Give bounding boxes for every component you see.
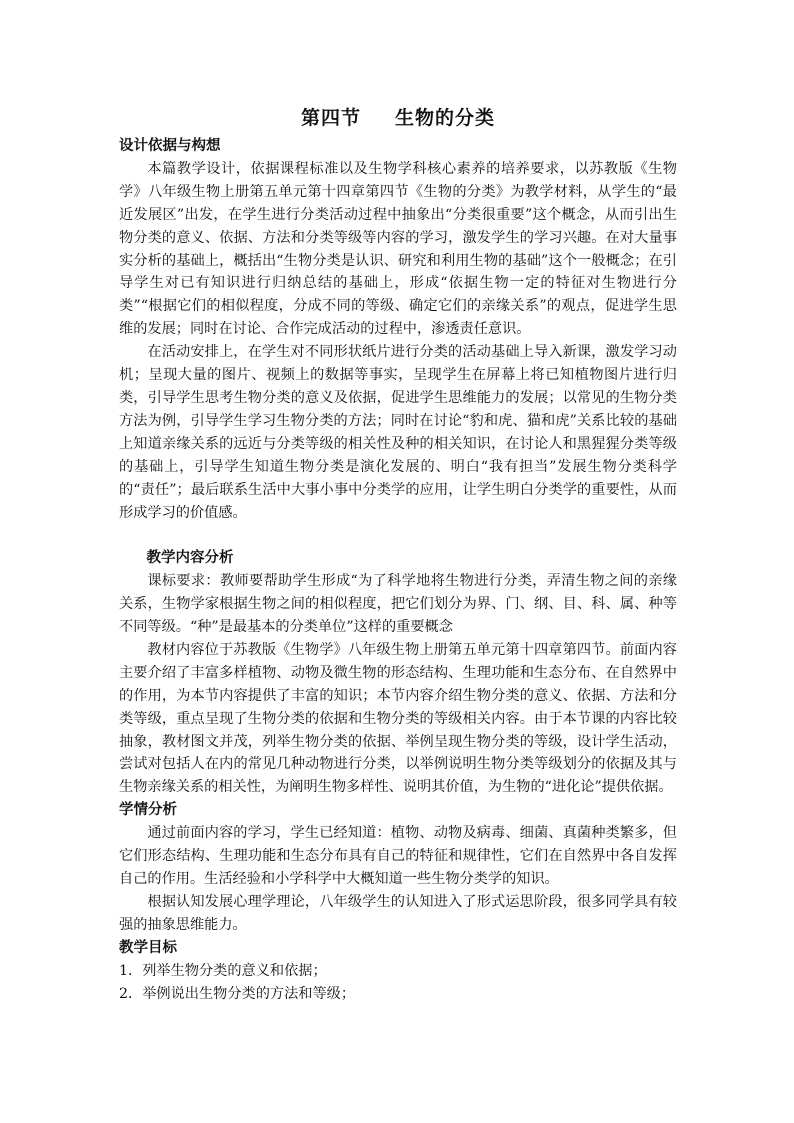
design-paragraph-1: 本篇教学设计，依据课程标准以及生物学科核心素养的培养要求，以苏教版《生物学》八年级生物上册第五单元第十四章第四节《生物的分类》为教学材料，从学生的“最近发展区”出发，在学生进行分类活动过程中抽象出“分类很重要”这个概念，从而引出生物分类的意义、依据、方法和分类等级等内容的学习，激发学生的学习兴趣。在对大量事实分析的基础上，概括出“生物分类是认识、研究和利用生物的基础”这个一般概念；在引导学生对已有知识进行归纳总结的基础上，形成“依据生物一定的特征对生物进行分类”“根据它们的相似程度，分成不同的等级、确定它们的亲缘关系”的观点，促进学生思维的发展；同时在讨论、合作完成活动的过程中，渗透责任意识。 — [119, 160, 677, 338]
learner-paragraph-2: 根据认知发展心理学理论，八年级学生的认知进入了形式运思阶段，很多同学具有较强的抽象思维能力。 — [119, 893, 677, 933]
section-title: 生物的分类 — [395, 107, 496, 129]
heading-teaching-goals: 教学目标 — [119, 938, 177, 956]
heading-content-analysis: 教学内容分析 — [146, 549, 234, 567]
section-number: 第四节 — [300, 107, 361, 129]
document-page — [119, 105, 677, 1005]
page-title — [119, 105, 677, 131]
design-paragraph-2: 在活动安排上，在学生对不同形状纸片进行分类的活动基础上导入新课，激发学习动机；呈现大量的图片、视频上的数据等事实，呈现学生在屏幕上将已知植物图片进行归类，引导学生思考生物分类的意义及依据，促进学生思维能力的发展；以常见的生物分类方法为例，引导学生学习生物分类的方法；同时在讨论“豹和虎、猫和虎”关系比较的基础上知道亲缘关系的远近与分类等级的相关性及种的相关知识，在讨论人和黑猩猩分类等级的基础上，引导学生知道生物分类是演化发展的、明白“我有担当”发展生物分类科学的“责任”；最后联系生活中大事小事中分类学的应用，让学生明白分类学的重要性，从而形成学习的价值感。 — [119, 344, 677, 521]
content-paragraph-1: 课标要求：教师要帮助学生形成“为了科学地将生物进行分类，弄清生物之间的亲缘关系，生物学家根据生物之间的相似程度，把它们划分为界、门、纲、目、科、属、种等不同等级。“种”是最基本的分类单位”这样的重要概念 — [119, 573, 677, 636]
goal-item: 2．举例说出生物分类的方法和等级； — [119, 985, 356, 1002]
heading-learner-analysis: 学情分析 — [119, 801, 177, 819]
learner-paragraph-1: 通过前面内容的学习，学生已经知道：植物、动物及病毒、细菌、真菌种类繁多，但它们形态结构、生理功能和生态分布具有自己的特征和规律性，它们在自然界中各自发挥自己的作用。生活经验和小学科学中大概知道一些生物分类学的知识。 — [119, 825, 677, 887]
goal-item: 1．列举生物分类的意义和依据； — [119, 962, 327, 979]
content-paragraph-2: 教材内容位于苏教版《生物学》八年级生物上册第五单元第十四章第四节。前面内容主要介绍了丰富多样植物、动物及微生物的形态结构、生理功能和生态分布、在自然界中的作用，为本节内容提供了丰富的知识；本节内容介绍生物分类的意义、依据、方法和分类等级，重点呈现了生物分类的依据和生物分类的等级相关内容。由于本节课的内容比较抽象，教材图文并茂，列举生物分类的依据、举例呈现生物分类的等级，设计学生活动，尝试对包括人在内的常见几种动物进行分类，以举例说明生物分类等级划分的依据及其与生物亲缘关系的相关性，为阐明生物多样性、说明其价值，为生物的“进化论”提供依据。 — [119, 641, 677, 796]
heading-design: 设计依据与构想 — [119, 137, 221, 154]
